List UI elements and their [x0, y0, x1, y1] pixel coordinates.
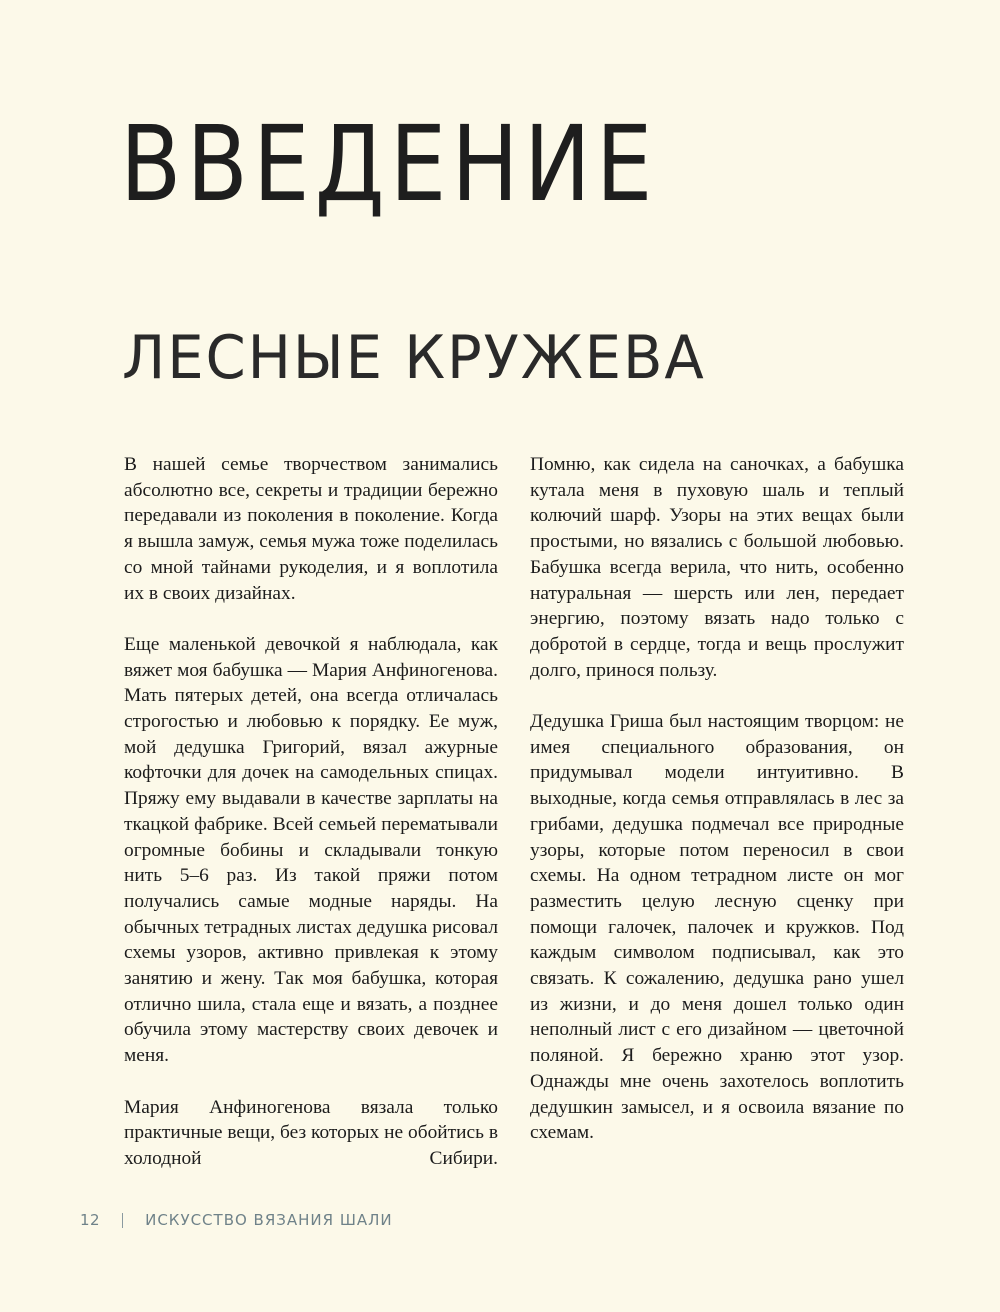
- chapter-title: ВВЕДЕНИЕ: [120, 103, 658, 225]
- paragraph: Еще маленькой девочкой я наблюдала, как вяжет моя бабушка — Мария Анфиногенова. Мать пятерых детей, она всегда отличалась строгостью и любовью к порядку. Ее муж, мой дедушка Григорий, вязал ажурные кофточки для дочек на самодельных спицах. Пряжу ему выдавали в качестве зарплаты на ткацкой фабрике. Всей семьей перематывали огромные бобины и складывали тонкую нить 5–6 раз. Из такой пряжи потом получались самые модные наряды. На обычных тетрадных листах дедушка рисовал схемы узоров, активно привлекая к этому занятию и жену. Так моя бабушка, которая отлично шила, стала еще и вязать, а позднее обучила этому мастерству своих девочек и меня.: [124, 633, 498, 1067]
- paragraph: Дедушка Гриша был настоящим творцом: не имея специального образования, он придумывал модели интуитивно. В выходные, когда семья отправлялась в лес за грибами, дедушка подмечал все природные узоры, которые потом переносил в свои схемы. На одном тетрадном листе он мог разместить целую лесную сценку при помощи галочек, палочек и кружков. Под каждым символом подписывал, как это связать. К сожалению, дедушка рано ушел из жизни, и до меня дошел только один неполный лист с его дизайном — цветочной поляной. Я бережно храню этот узор. Однажды мне очень захотелось воплотить дедушкин замысел, и я освоила вязание по схемам.: [530, 711, 904, 1144]
- section-title: ЛЕСНЫЕ КРУЖЕВА: [122, 323, 706, 393]
- running-footer: [80, 1208, 393, 1232]
- book-title: ИСКУССТВО ВЯЗАНИЯ ШАЛИ: [145, 1211, 393, 1229]
- paragraph: Помню, как сидела на саночках, а бабушка кутала меня в пуховую шаль и теплый колючий шарф. Узоры на этих вещах были простыми, но вязались с большой любовью. Бабушка всегда верила, что нить, особенно натуральная — шерсть или лен, передает энергию, поэтому вязать надо только с добротой в сердце, тогда и вещь прослужит долго, принося пользу.: [530, 454, 904, 681]
- paragraph: Мария Анфиногенова вязала только практичные вещи, без которых не обойтись в холодной Сибири.: [124, 1096, 498, 1169]
- text-column-right: [530, 452, 904, 1146]
- footer-separator: [122, 1213, 123, 1228]
- page-number: 12: [80, 1211, 101, 1229]
- paragraph: В нашей семье творчеством занимались абсолютно все, секреты и традиции бережно передавали из поколения в поколение. Когда я вышла замуж, семья мужа тоже поделилась со мной тайнами рукоделия, и я воплотила их в своих дизайнах.: [124, 454, 498, 604]
- text-column-left: [124, 452, 498, 1172]
